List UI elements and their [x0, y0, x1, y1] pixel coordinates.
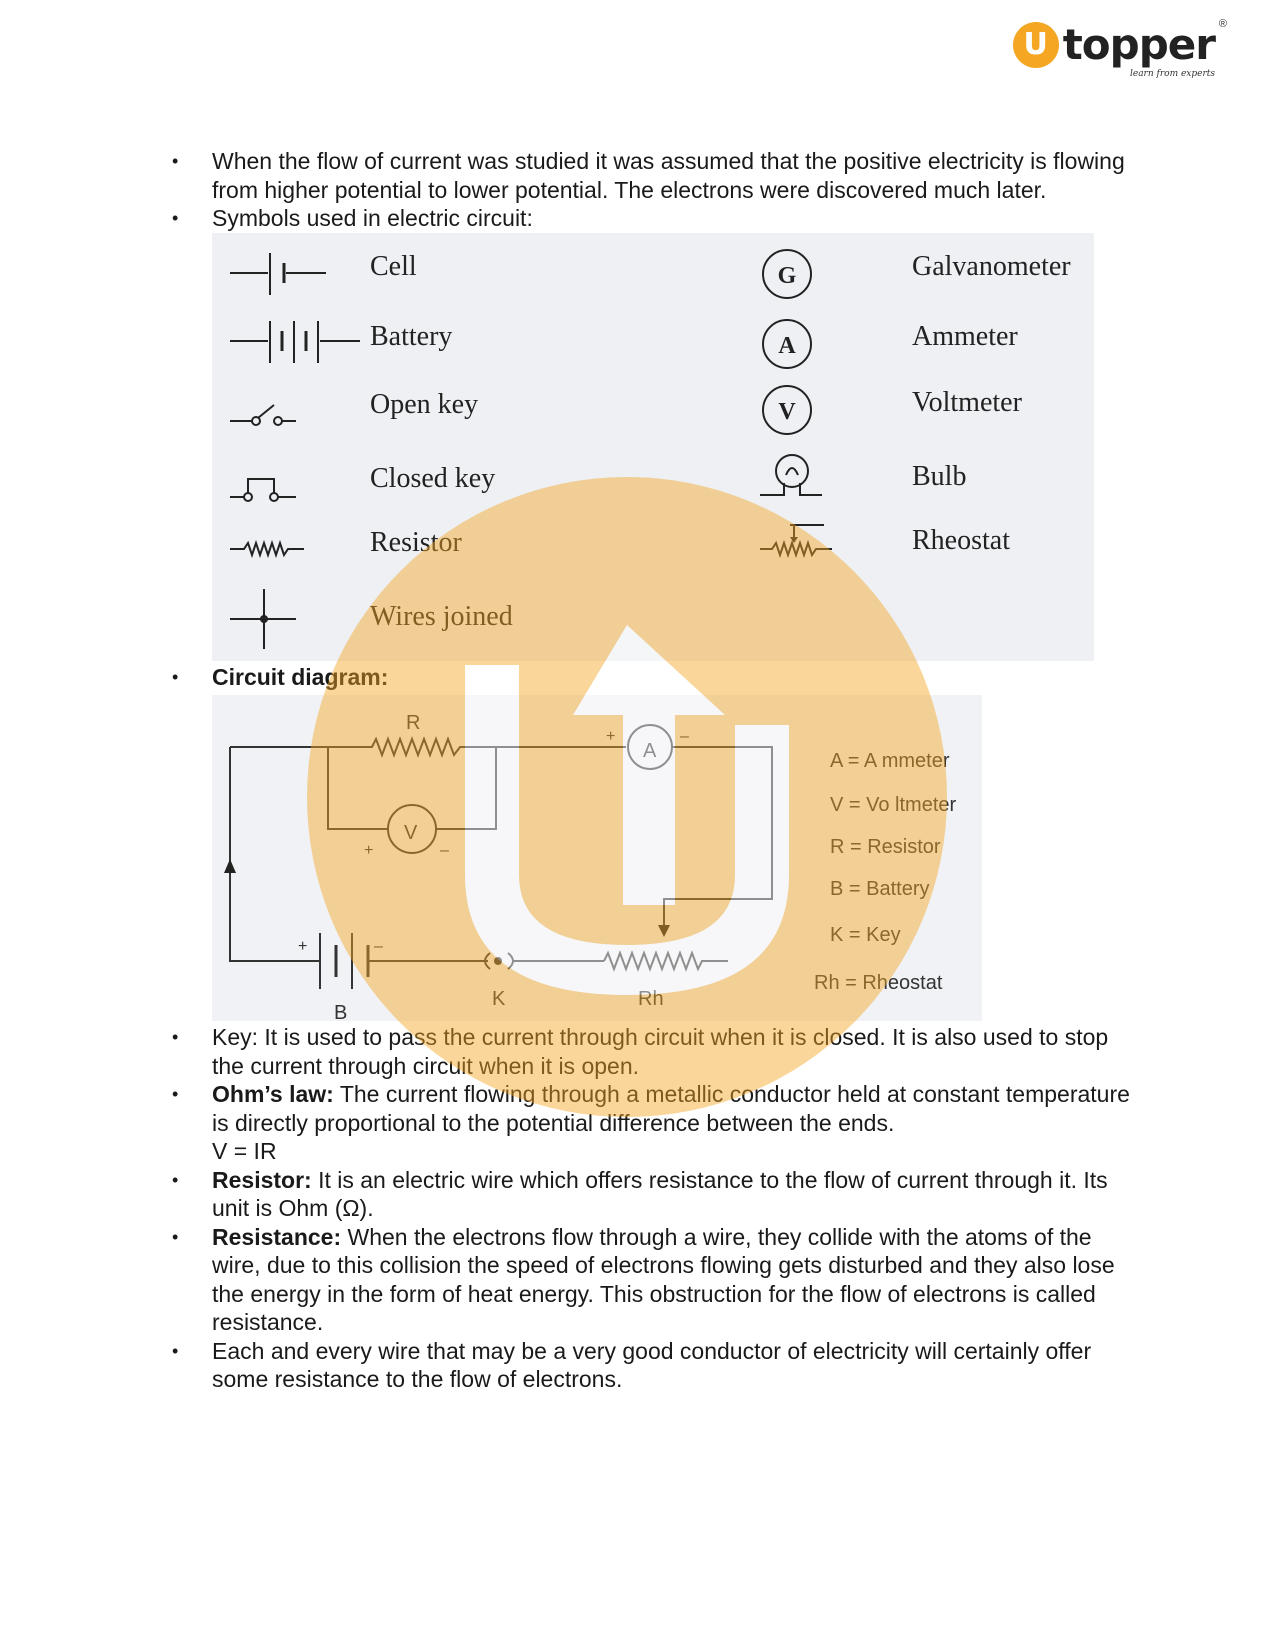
closed-key-symbol-icon [230, 469, 300, 505]
bullet-text: Circuit diagram: [212, 663, 389, 690]
legend-rheostat: Rh = Rheostat [814, 972, 943, 994]
ammeter-label: Ammeter [912, 320, 1018, 352]
ohm-lead: Ohm’s law: [212, 1081, 334, 1107]
bullet-text [212, 1023, 1130, 1080]
bullet-text: Symbols used in electric circuit: [212, 205, 533, 231]
symbols-figure [212, 233, 1094, 661]
bullet-ohms-law [170, 1080, 1130, 1166]
battery-label: Battery [370, 320, 453, 352]
bullet-dot: • [172, 1084, 179, 1104]
svg-text:V: V [778, 398, 796, 425]
bullet-dot: • [172, 1169, 179, 1190]
battery-symbol-icon [230, 317, 362, 367]
key-lead: Key: [212, 1024, 259, 1050]
brand-logo [1013, 18, 1227, 79]
battery-minus-label: – [374, 938, 383, 955]
svg-text:A: A [778, 332, 796, 359]
document-body [170, 147, 1130, 1394]
bulb-symbol-icon [760, 451, 824, 501]
cell-symbol-icon [230, 249, 330, 299]
battery-b-label: B [334, 1002, 348, 1024]
voltmeter-label: Voltmeter [912, 386, 1022, 418]
bullet-flow-of-current [170, 147, 1130, 204]
key-k-label: K [492, 988, 506, 1010]
resistance-lead: Resistance: [212, 1223, 342, 1250]
bullet-conductor-resistance [170, 1337, 1130, 1394]
voltmeter-symbol-icon [760, 383, 814, 437]
ammeter-plus-label: + [606, 728, 616, 745]
logo-name: topper [1062, 20, 1215, 69]
ohm-formula: V = IR [212, 1138, 277, 1164]
legend-key: K = Key [830, 924, 901, 946]
bulb-label: Bulb [912, 460, 967, 492]
galvanometer-symbol-icon [760, 247, 814, 301]
resistor-lead: Resistor: [212, 1166, 312, 1193]
logo-tagline: learn from experts [1129, 69, 1215, 79]
open-key-label: Open key [370, 388, 479, 420]
voltmeter-minus-label: – [440, 842, 449, 859]
cell-label: Cell [370, 250, 417, 282]
resistor-symbol-icon [230, 539, 306, 559]
legend-ammeter: A = A mmeter [830, 750, 950, 772]
bullet-key [170, 1023, 1130, 1080]
rheostat-slider-arrow-icon [658, 925, 670, 937]
resistor-r-label: R [406, 712, 421, 734]
svg-text:G: G [777, 262, 797, 289]
legend-resistor: R = Resistor [830, 836, 941, 858]
galvanometer-label: Galvanometer [912, 250, 1071, 282]
wires-joined-symbol-icon [230, 589, 300, 651]
battery-plus-label: + [298, 938, 308, 955]
ammeter-a-label: A [643, 740, 657, 762]
closed-key-label: Closed key [370, 462, 496, 494]
bullet-dot: • [172, 1226, 179, 1247]
bullet-resistor [170, 1166, 1130, 1223]
wires-joined-label: Wires joined [370, 600, 513, 632]
resistor-label: Resistor [370, 526, 462, 558]
voltmeter-v-label: V [404, 822, 418, 844]
key-text: It is used to pass the current through circuit when it is closed. It is also used to stop the current through circuit when it is open. [212, 1024, 1109, 1079]
ammeter-minus-label: – [680, 728, 689, 745]
resistor-text: It is an electric wire which offers resistance to the flow of current through it. Its unit is Ohm (Ω). [212, 1166, 1108, 1221]
logo-u-icon: U [1013, 22, 1059, 68]
resistance-text: When the electrons flow through a wire, they collide with the atoms of the wire, due to this collision the speed of electrons flowing gets disturbed and they also lose the energy in the form of heat energy. This obstruction for the flow of electrons is called resistance. [212, 1223, 1115, 1335]
bullet-circuit-heading [170, 663, 1130, 692]
bullet-dot: • [172, 1340, 179, 1361]
bullet-text: Each and every wire that may be a very good conductor of electricity will certainly offer some resistance to the flow of electrons. [212, 1337, 1092, 1392]
rheostat-label: Rheostat [912, 524, 1010, 556]
bullet-dot: • [172, 666, 179, 687]
bullet-text [212, 1223, 1130, 1337]
voltmeter-plus-label: + [364, 842, 374, 859]
bullet-dot: • [172, 151, 179, 171]
bullet-text [212, 1080, 1130, 1137]
open-key-symbol-icon [230, 401, 300, 431]
legend-battery: B = Battery [830, 878, 930, 900]
bullet-text: When the flow of current was studied it was assumed that the positive electricity is flowing from higher potential to lower potential. The electrons were discovered much later. [212, 148, 1125, 203]
bullet-dot: • [172, 1027, 179, 1047]
ammeter-symbol-icon [760, 317, 814, 371]
bullet-symbols-heading [170, 204, 1130, 233]
logo-registered: ® [1218, 18, 1227, 30]
rheostat-rh-label: Rh [638, 988, 664, 1010]
bullet-dot: • [172, 208, 179, 228]
current-direction-arrow-icon [224, 859, 236, 873]
bullet-resistance [170, 1223, 1130, 1337]
ohm-text: The current flowing through a metallic conductor held at constant temperature is directly proportional to the potential difference between the ends. [212, 1081, 1130, 1136]
legend-voltmeter: V = Vo ltmeter [830, 794, 957, 816]
circuit-diagram [212, 695, 982, 1024]
bullet-text [212, 1166, 1130, 1223]
rheostat-symbol-icon [760, 523, 836, 563]
